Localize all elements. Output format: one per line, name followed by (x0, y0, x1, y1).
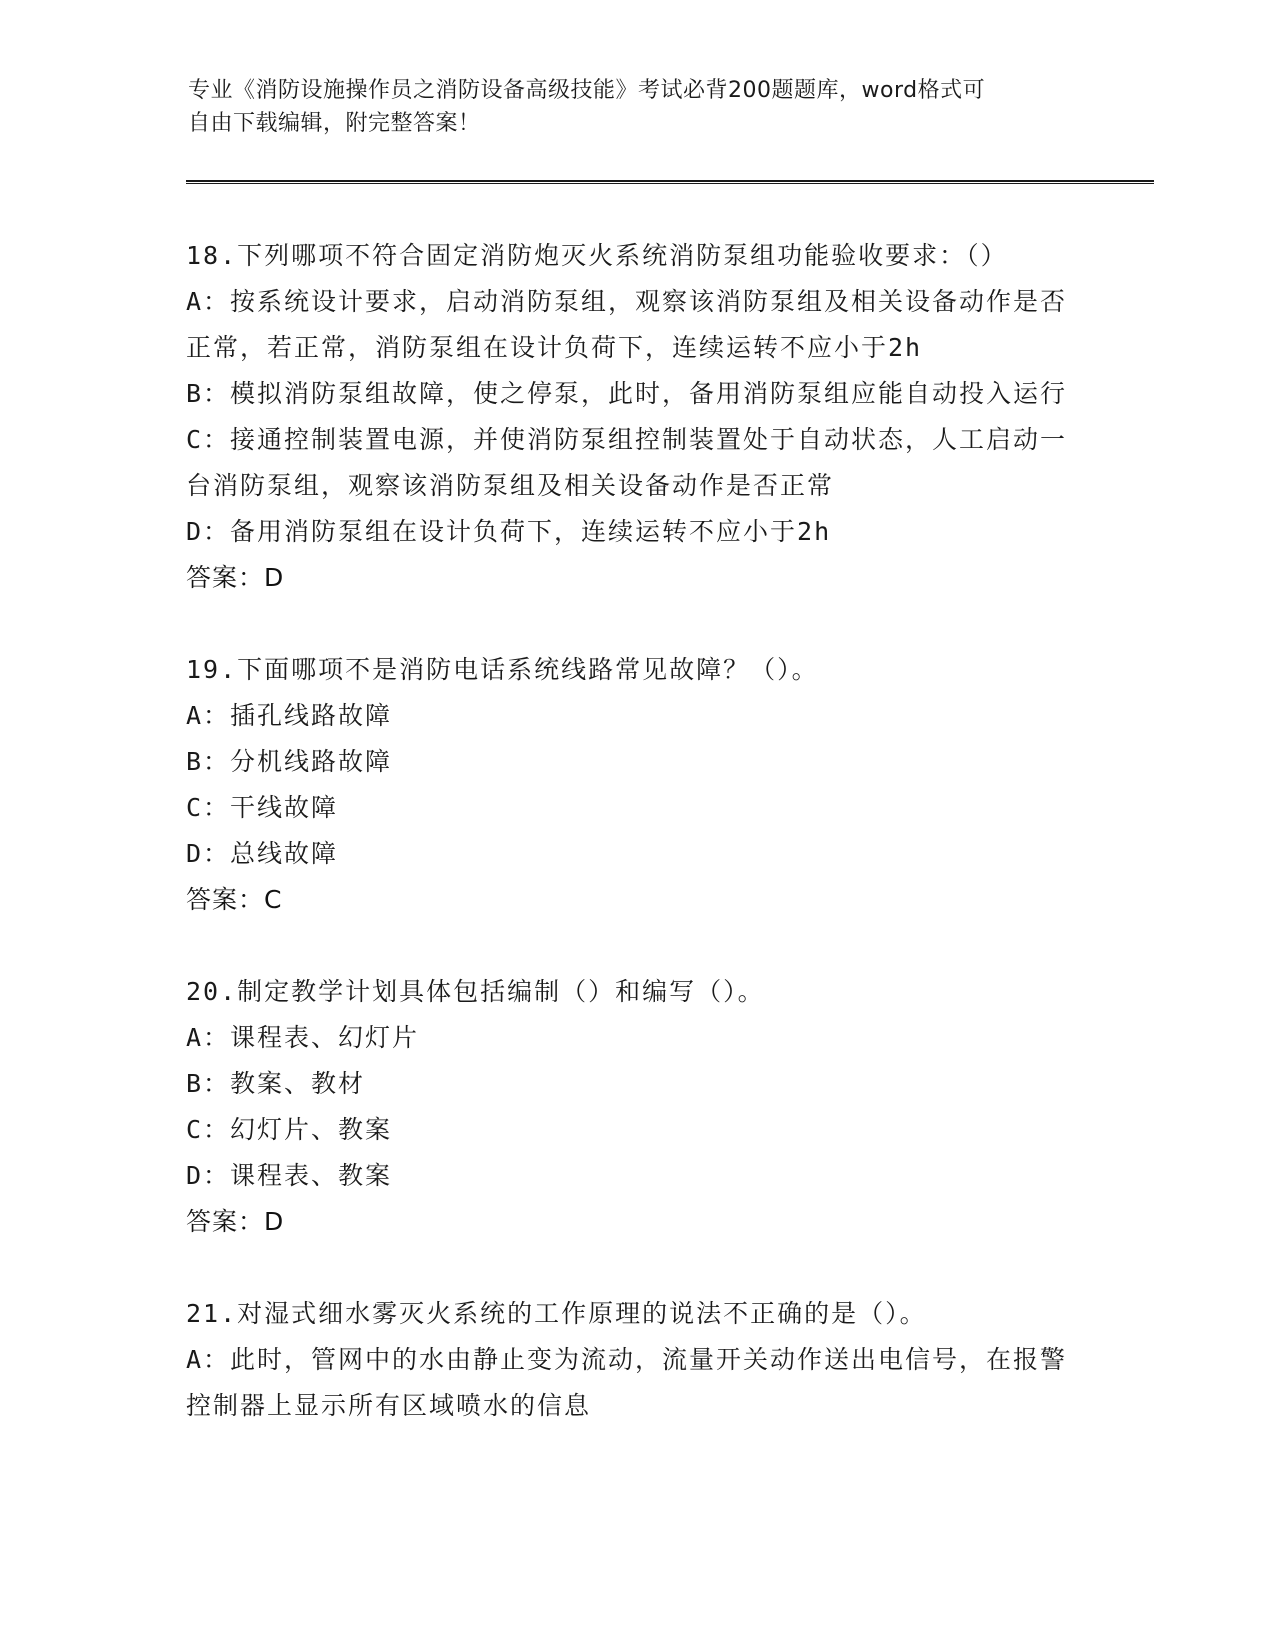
header-line-2: 自由下载编辑，附完整答案！ (188, 111, 481, 136)
question-stem: 19.下面哪项不是消防电话系统线路常见故障？（）。 (186, 655, 819, 684)
question-20 (186, 969, 1086, 1245)
option-a: A：按系统设计要求，启动消防泵组，观察该消防泵组及相关设备动作是否正常，若正常，消防泵组在设计负荷下，连续运转不应小于2h (186, 287, 1068, 362)
option-d: D：总线故障 (186, 839, 339, 868)
answer: 答案：D (186, 563, 285, 592)
option-a: A：课程表、幻灯片 (186, 1023, 420, 1052)
question-stem: 21.对湿式细水雾灭火系统的工作原理的说法不正确的是（）。 (186, 1299, 927, 1328)
question-21 (186, 1291, 1086, 1429)
answer: 答案：C (186, 885, 283, 914)
option-b: B：模拟消防泵组故障，使之停泵，此时，备用消防泵组应能自动投入运行 (186, 379, 1068, 408)
option-d: D：备用消防泵组在设计负荷下，连续运转不应小于2h (186, 517, 832, 546)
option-a: A：插孔线路故障 (186, 701, 393, 730)
question-list (186, 233, 1086, 1475)
question-19 (186, 647, 1086, 923)
option-c: C：干线故障 (186, 793, 339, 822)
document-header (188, 74, 1078, 140)
answer: 答案：D (186, 1207, 285, 1236)
question-stem: 20.制定教学计划具体包括编制（）和编写（）。 (186, 977, 765, 1006)
option-a: A：此时，管网中的水由静止变为流动，流量开关动作送出电信号，在报警控制器上显示所有区域喷水的信息 (186, 1345, 1068, 1420)
question-18 (186, 233, 1086, 601)
option-b: B：分机线路故障 (186, 747, 393, 776)
option-c: C：接通控制装置电源，并使消防泵组控制装置处于自动状态，人工启动一台消防泵组，观察该消防泵组及相关设备动作是否正常 (186, 425, 1068, 500)
header-line-1: 专业《消防设施操作员之消防设备高级技能》考试必背200题题库，word格式可 (188, 78, 986, 103)
option-d: D：课程表、教案 (186, 1161, 393, 1190)
option-b: B：教案、教材 (186, 1069, 366, 1098)
option-c: C：幻灯片、教案 (186, 1115, 393, 1144)
header-divider (186, 180, 1154, 184)
question-stem: 18.下列哪项不符合固定消防炮灭火系统消防泵组功能验收要求：（） (186, 241, 1008, 270)
